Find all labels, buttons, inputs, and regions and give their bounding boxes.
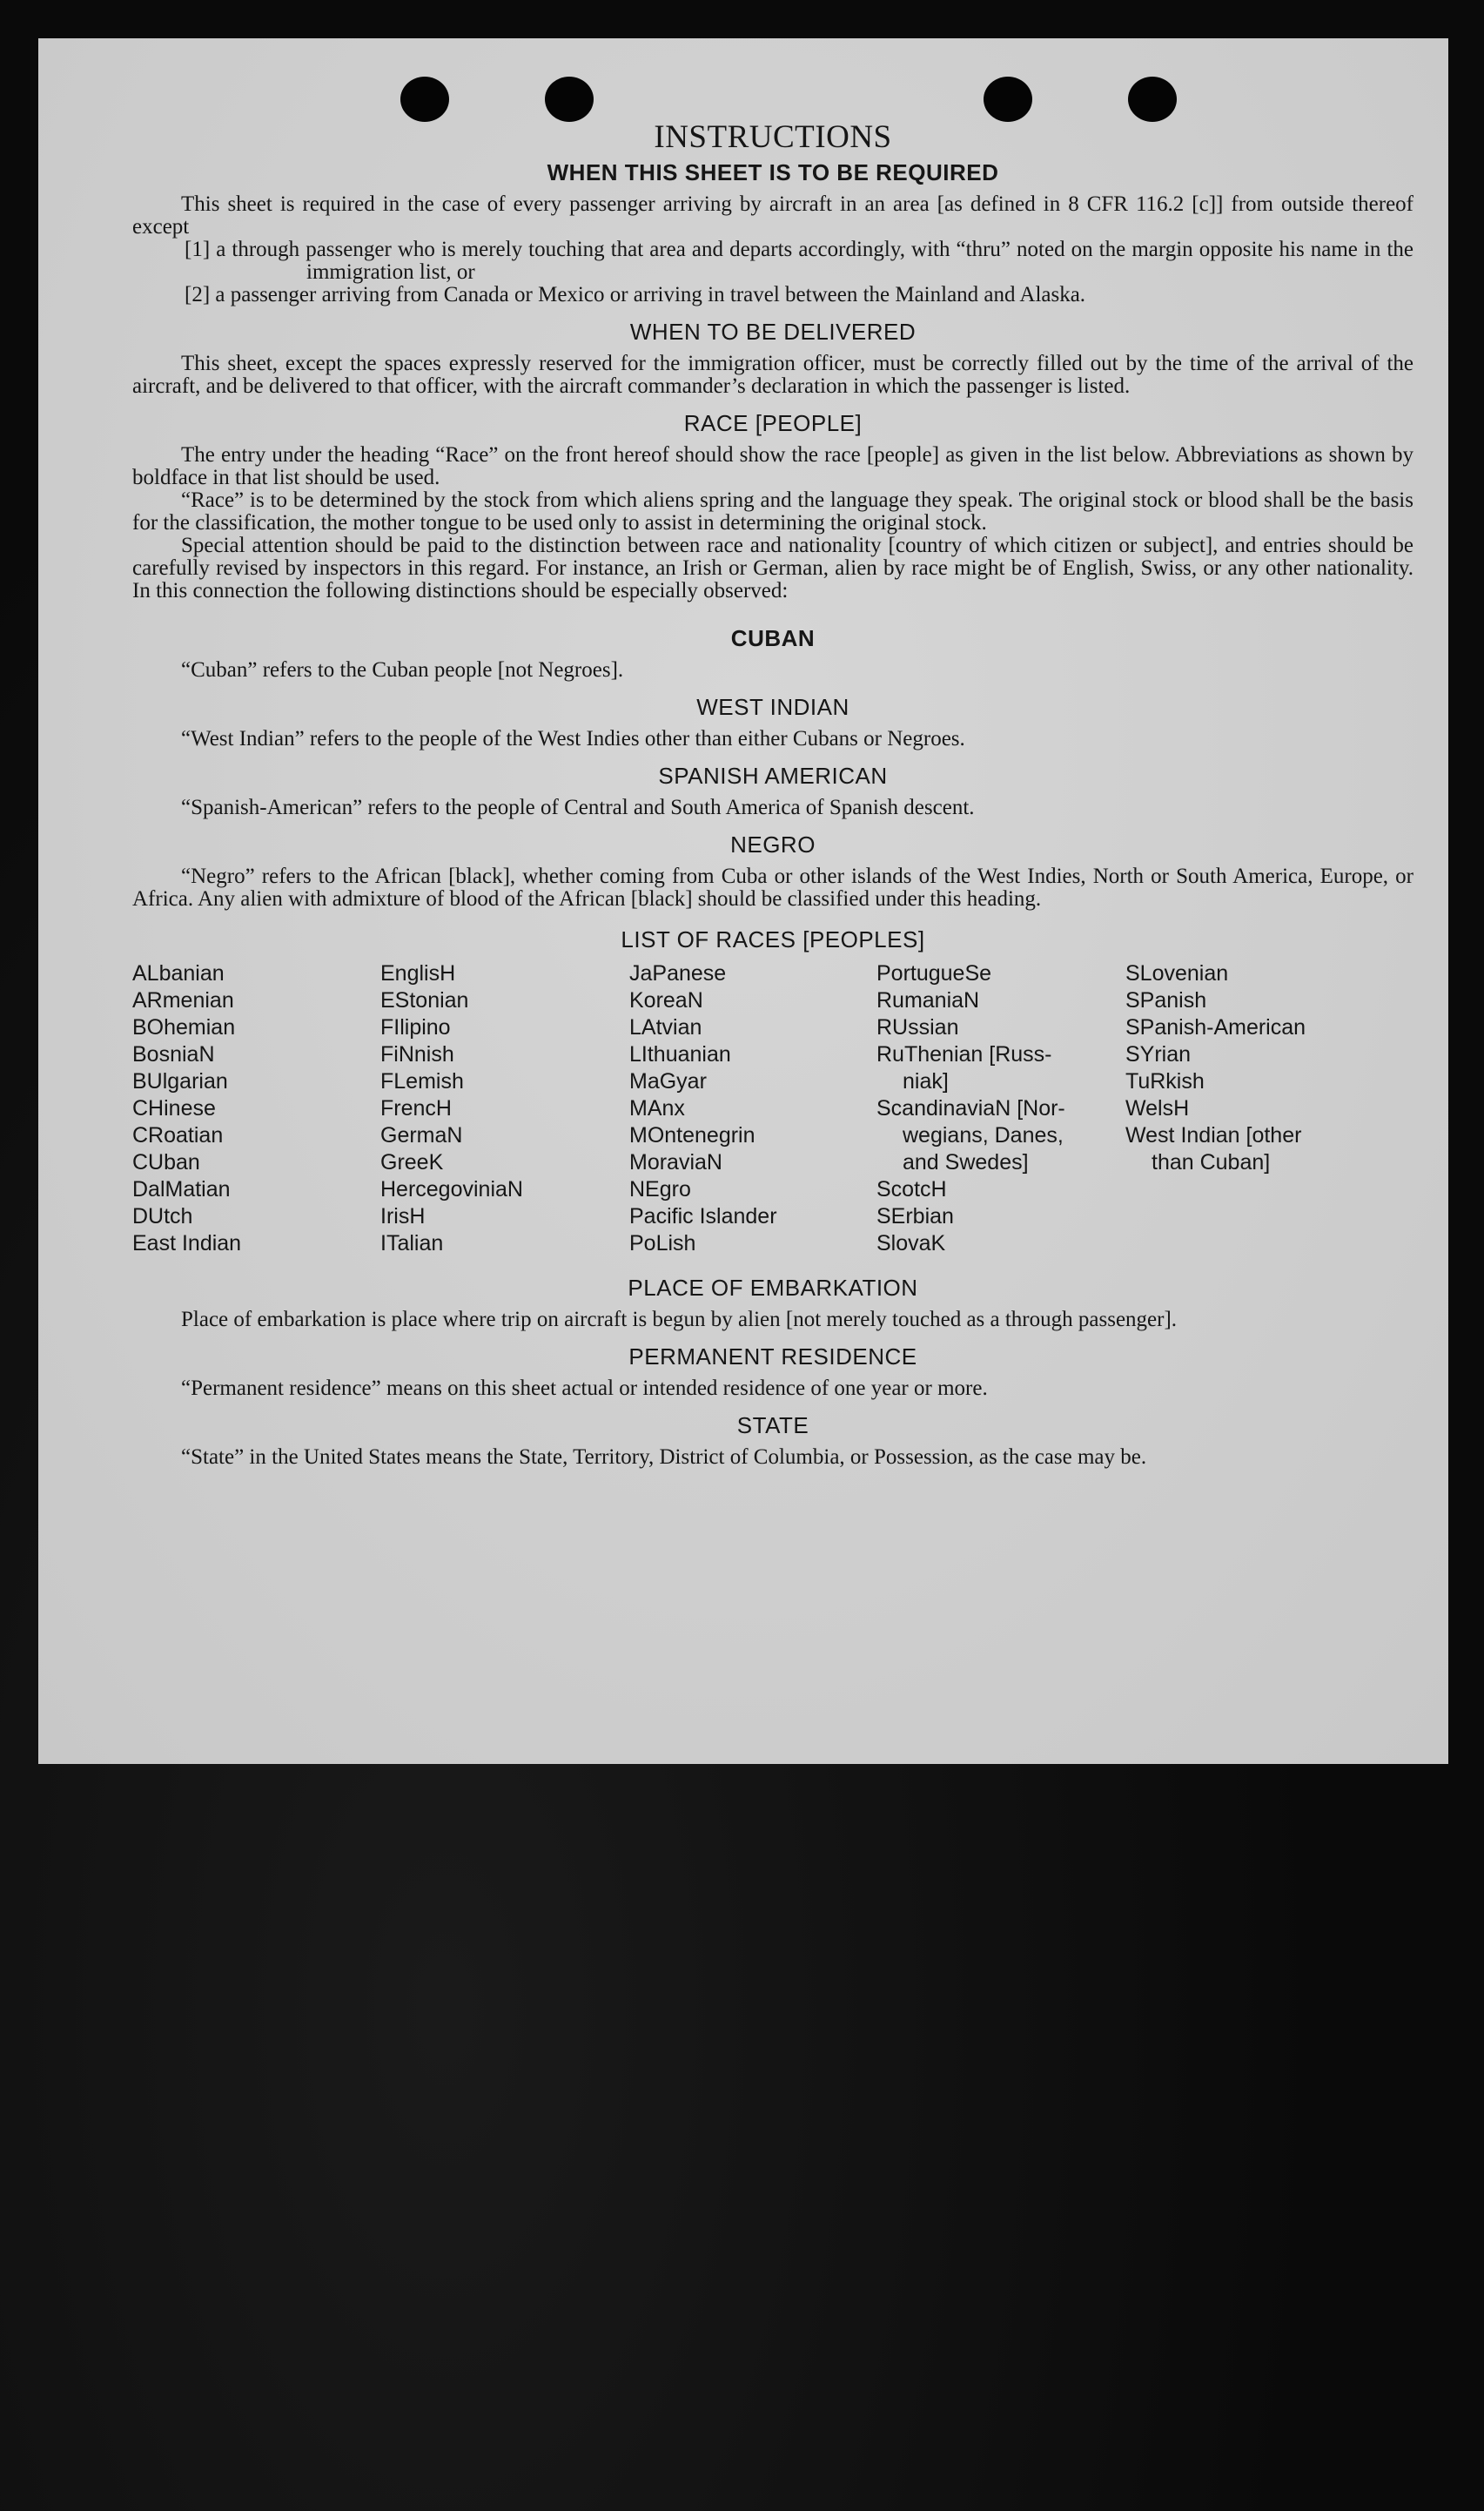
races-column-4	[876, 960, 1125, 1257]
race-entry: IrisH	[380, 1204, 426, 1229]
race-entry: KoreaN	[629, 988, 703, 1013]
race-entry: FiNnish	[380, 1042, 454, 1067]
race-entry-continuation: and Swedes]	[903, 1150, 1029, 1175]
race-entry: EnglisH	[380, 961, 456, 986]
race-entry: CUban	[132, 1150, 200, 1175]
race-entry: ScandinaviaN [Nor-	[876, 1096, 1065, 1121]
race-entry: LAtvian	[629, 1015, 702, 1040]
page-title: INSTRUCTIONS	[654, 119, 892, 155]
race-entry: GermaN	[380, 1123, 463, 1148]
race-entry: Pacific Islander	[629, 1204, 777, 1229]
race-entry-continuation: niak]	[903, 1069, 949, 1094]
required-intro: This sheet is required in the case of every passenger arriving by aircraft in an area [as defined in 8 CFR 116.2 [c]] from outside thereof except	[132, 192, 1413, 239]
race-entry: PoLish	[629, 1231, 696, 1256]
races-column-3	[629, 960, 876, 1257]
races-column-1	[132, 960, 380, 1257]
heading-state: STATE	[736, 1412, 809, 1438]
race-entry: ScotcH	[876, 1177, 947, 1202]
heading-west-indian: WEST INDIAN	[696, 694, 849, 720]
race-entry: MAnx	[629, 1096, 685, 1121]
spanish-american-text: “Spanish-American” refers to the people of Central and South America of Spanish descent.	[181, 796, 975, 819]
heading-place-of-embarkation: PLACE OF EMBARKATION	[628, 1275, 918, 1301]
race-entry: West Indian [other	[1125, 1123, 1302, 1148]
race-entry-continuation: than Cuban]	[1152, 1150, 1271, 1175]
race-entry: NEgro	[629, 1177, 691, 1202]
race-entry: SLovenian	[1125, 961, 1229, 986]
heading-list-of-races: LIST OF RACES [PEOPLES]	[621, 926, 925, 953]
races-column-2	[380, 960, 629, 1257]
race-entry: ALbanian	[132, 961, 225, 986]
race-entry: JaPanese	[629, 961, 727, 986]
required-item-2: [2] a passenger arriving from Canada or Mexico or arriving in travel between the Mainland and Alaska.	[185, 283, 1086, 306]
race-entry: RumaniaN	[876, 988, 980, 1013]
race-entry: RuThenian [Russ-	[876, 1042, 1052, 1067]
race-entry: BOhemian	[132, 1015, 236, 1040]
race-entry: PortugueSe	[876, 961, 992, 986]
race-entry: BUlgarian	[132, 1069, 228, 1094]
heading-cuban: CUBAN	[730, 625, 816, 651]
race-entry: BosniaN	[132, 1042, 215, 1067]
race-paragraph-2: “Race” is to be determined by the stock from which aliens spring and the language they speak. The original stock or blood shall be the basis for the classification, the mother tongue to be used only to assist in determining the original stock.	[132, 488, 1413, 535]
race-entry: MOntenegrin	[629, 1123, 755, 1148]
punch-hole-2	[545, 77, 594, 122]
race-entry: RUssian	[876, 1015, 959, 1040]
race-paragraph-3: Special attention should be paid to the distinction between race and nationality [country of which citizen or subject], and entries should be carefully revised by inspectors in this regard. For instance, an Irish or German, alien by race might be of English, Swiss, or any other nationality. In this connection the following distinctions should be especially observed:	[132, 534, 1413, 603]
race-entry: EStonian	[380, 988, 469, 1013]
race-entry: MoraviaN	[629, 1150, 722, 1175]
punch-hole-3	[984, 77, 1032, 122]
race-paragraph-1: The entry under the heading “Race” on the front hereof should show the race [people] as given in the list below. Abbreviations as shown by boldface in that list should be used.	[132, 443, 1413, 489]
race-entry: GreeK	[380, 1150, 444, 1175]
race-entry: ITalian	[380, 1231, 444, 1256]
negro-text: “Negro” refers to the African [black], whether coming from Cuba or other islands of the West Indies, North or South America, Europe, or Africa. Any alien with admixture of blood of the African [black] should be classified under this heading.	[132, 865, 1413, 911]
heading-permanent-residence: PERMANENT RESIDENCE	[628, 1343, 917, 1370]
race-entry: DalMatian	[132, 1177, 231, 1202]
race-entry: LIthuanian	[629, 1042, 731, 1067]
race-entry: SYrian	[1125, 1042, 1192, 1067]
race-entry: MaGyar	[629, 1069, 707, 1094]
race-entry: CHinese	[132, 1096, 216, 1121]
race-entry: DUtch	[132, 1204, 193, 1229]
race-entry: ARmenian	[132, 988, 234, 1013]
heading-spanish-american: SPANISH AMERICAN	[658, 763, 888, 789]
race-entry: TuRkish	[1125, 1069, 1205, 1094]
delivered-text: This sheet, except the spaces expressly reserved for the immigration officer, must be correctly filled out by the time of the arrival of the aircraft, and be delivered to that officer, with the aircraft commander’s declaration in which the passenger is listed.	[132, 352, 1413, 398]
race-entry: CRoatian	[132, 1123, 224, 1148]
embarkation-text: Place of embarkation is place where trip on aircraft is begun by alien [not merely touched as a through passenger].	[181, 1308, 1178, 1331]
race-entry: SErbian	[876, 1204, 954, 1229]
punch-hole-4	[1128, 77, 1177, 122]
west-indian-text: “West Indian” refers to the people of the West Indies other than either Cubans or Negroes.	[181, 727, 965, 751]
instruction-sheet	[38, 38, 1448, 1764]
race-entry: SPanish	[1125, 988, 1207, 1013]
race-entry: HercegoviniaN	[380, 1177, 523, 1202]
state-text: “State” in the United States means the State, Territory, District of Columbia, or Possession, as the case may be.	[181, 1445, 1147, 1469]
heading-race: RACE [PEOPLE]	[683, 410, 863, 436]
race-entry: SlovaK	[876, 1231, 946, 1256]
race-entry: FrencH	[380, 1096, 452, 1121]
instructions-content	[132, 118, 1413, 1469]
race-entry: FIlipino	[380, 1015, 451, 1040]
heading-when-delivered: WHEN TO BE DELIVERED	[629, 319, 917, 345]
heading-negro: NEGRO	[730, 831, 816, 858]
race-entry: East Indian	[132, 1231, 242, 1256]
race-entry: FLemish	[380, 1069, 464, 1094]
races-column-5	[1125, 960, 1387, 1257]
punch-hole-1	[400, 77, 449, 122]
heading-when-required: WHEN THIS SHEET IS TO BE REQUIRED	[547, 159, 999, 185]
required-item-1: [1] a through passenger who is merely touching that area and departs accordingly, with “thru” noted on the margin opposite his name in the immigration list, or	[185, 238, 1413, 284]
cuban-text: “Cuban” refers to the Cuban people [not Negroes].	[181, 658, 624, 682]
race-entry-continuation: wegians, Danes,	[903, 1123, 1064, 1148]
race-entry: SPanish-American	[1125, 1015, 1306, 1040]
races-list	[132, 960, 1413, 1257]
residence-text: “Permanent residence” means on this sheet actual or intended residence of one year or more.	[181, 1377, 988, 1400]
race-entry: WelsH	[1125, 1096, 1190, 1121]
